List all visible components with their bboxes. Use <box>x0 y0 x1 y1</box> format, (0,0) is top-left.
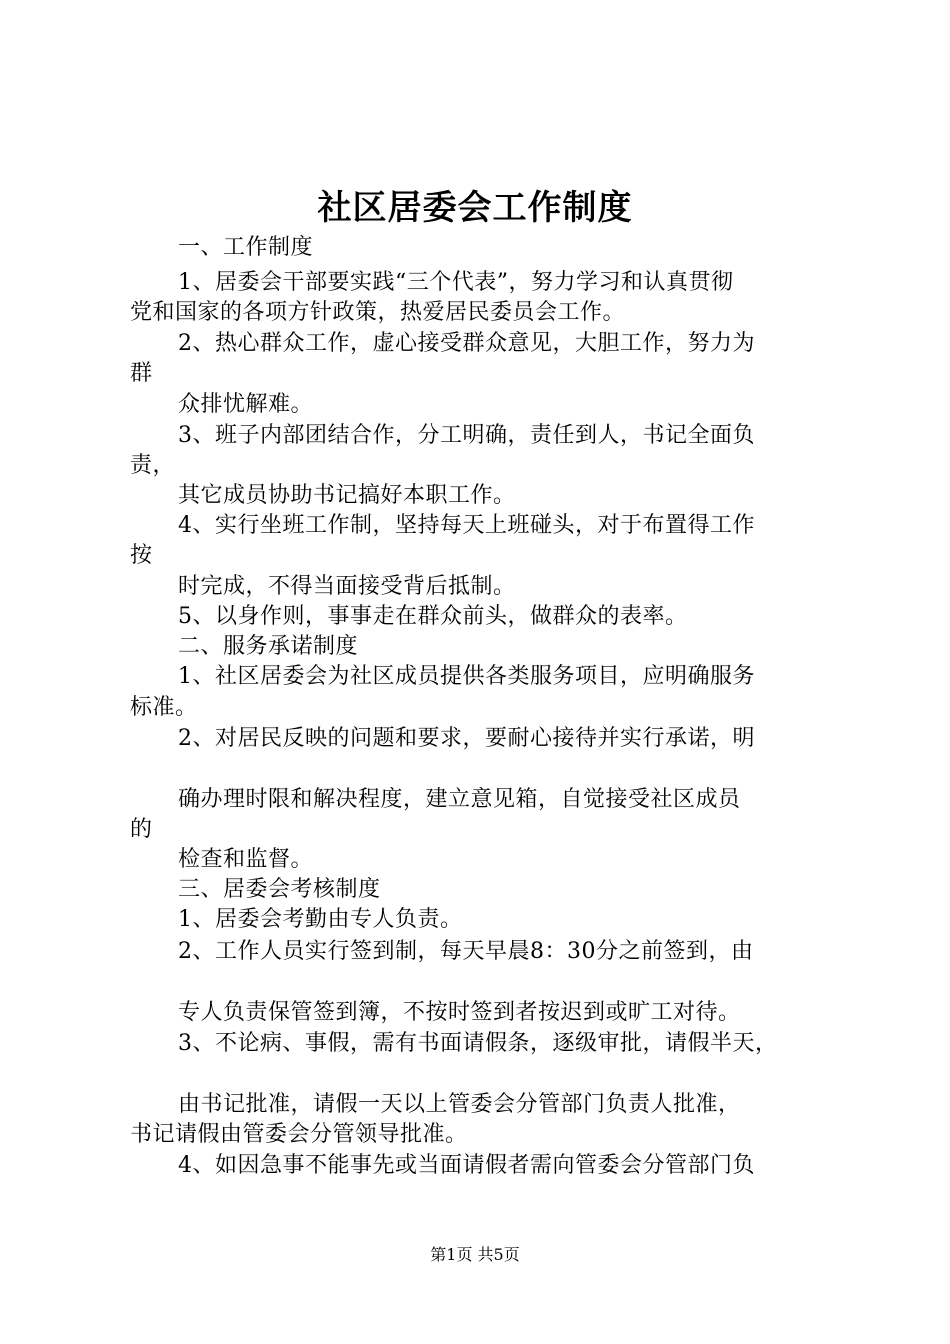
paragraph-line: 标准。 <box>130 695 198 720</box>
paragraph-line: 按 <box>130 543 153 568</box>
paragraph-line: 检查和监督。 <box>178 847 314 872</box>
paragraph-line: 众排忧解难。 <box>178 392 314 417</box>
paragraph-line: 的 <box>130 817 153 842</box>
paragraph-line: 书记请假由管委会分管领导批准。 <box>130 1122 468 1147</box>
paragraph-line: 5、以身作则，事事走在群众前头，做群众的表率。 <box>178 604 688 629</box>
paragraph-line: 专人负责保管签到簿，不按时签到者按迟到或旷工对待。 <box>178 1000 741 1025</box>
paragraph-line: 1、居委会干部要实践“三个代表”，努力学习和认真贯彻 <box>178 270 734 295</box>
paragraph-line: 1、居委会考勤由专人负责。 <box>178 907 463 932</box>
paragraph-line: 党和国家的各项方针政策，热爱居民委员会工作。 <box>130 300 626 325</box>
paragraph-line: 2、对居民反映的问题和要求，要耐心接待并实行承诺，明 <box>178 726 755 751</box>
paragraph-line: 4、如因急事不能事先或当面请假者需向管委会分管部门负 <box>178 1153 755 1178</box>
paragraph-line: 其它成员协助书记搞好本职工作。 <box>178 483 516 508</box>
paragraph-line: 2、热心群众工作，虚心接受群众意见，大胆工作，努力为 <box>178 331 755 356</box>
section-heading: 三、居委会考核制度 <box>178 877 381 902</box>
paragraph-line: 3、不论病、事假，需有书面请假条，逐级审批，请假半天， <box>178 1031 778 1056</box>
paragraph-line: 1、社区居委会为社区成员提供各类服务项目，应明确服务 <box>178 664 755 689</box>
paragraph-line: 4、实行坐班工作制，坚持每天上班碰头，对于布置得工作 <box>178 513 755 538</box>
paragraph-line: 责， <box>130 453 176 478</box>
section-heading: 一、工作制度 <box>178 235 314 260</box>
page-number: 第1页 共5页 <box>430 1245 520 1264</box>
paragraph-line: 时完成，不得当面接受背后抵制。 <box>178 574 516 599</box>
paragraph-line: 3、班子内部团结合作，分工明确，责任到人，书记全面负 <box>178 423 755 448</box>
paragraph-line: 由书记批准，请假一天以上管委会分管部门负责人批准， <box>178 1092 741 1117</box>
paragraph-line: 2、工作人员实行签到制，每天早晨8：30分之前签到，由 <box>178 939 754 964</box>
paragraph-line: 确办理时限和解决程度，建立意见箱，自觉接受社区成员 <box>178 787 741 812</box>
document-title: 社区居委会工作制度 <box>317 188 633 228</box>
section-heading: 二、服务承诺制度 <box>178 634 359 659</box>
paragraph-line: 群 <box>130 361 153 386</box>
